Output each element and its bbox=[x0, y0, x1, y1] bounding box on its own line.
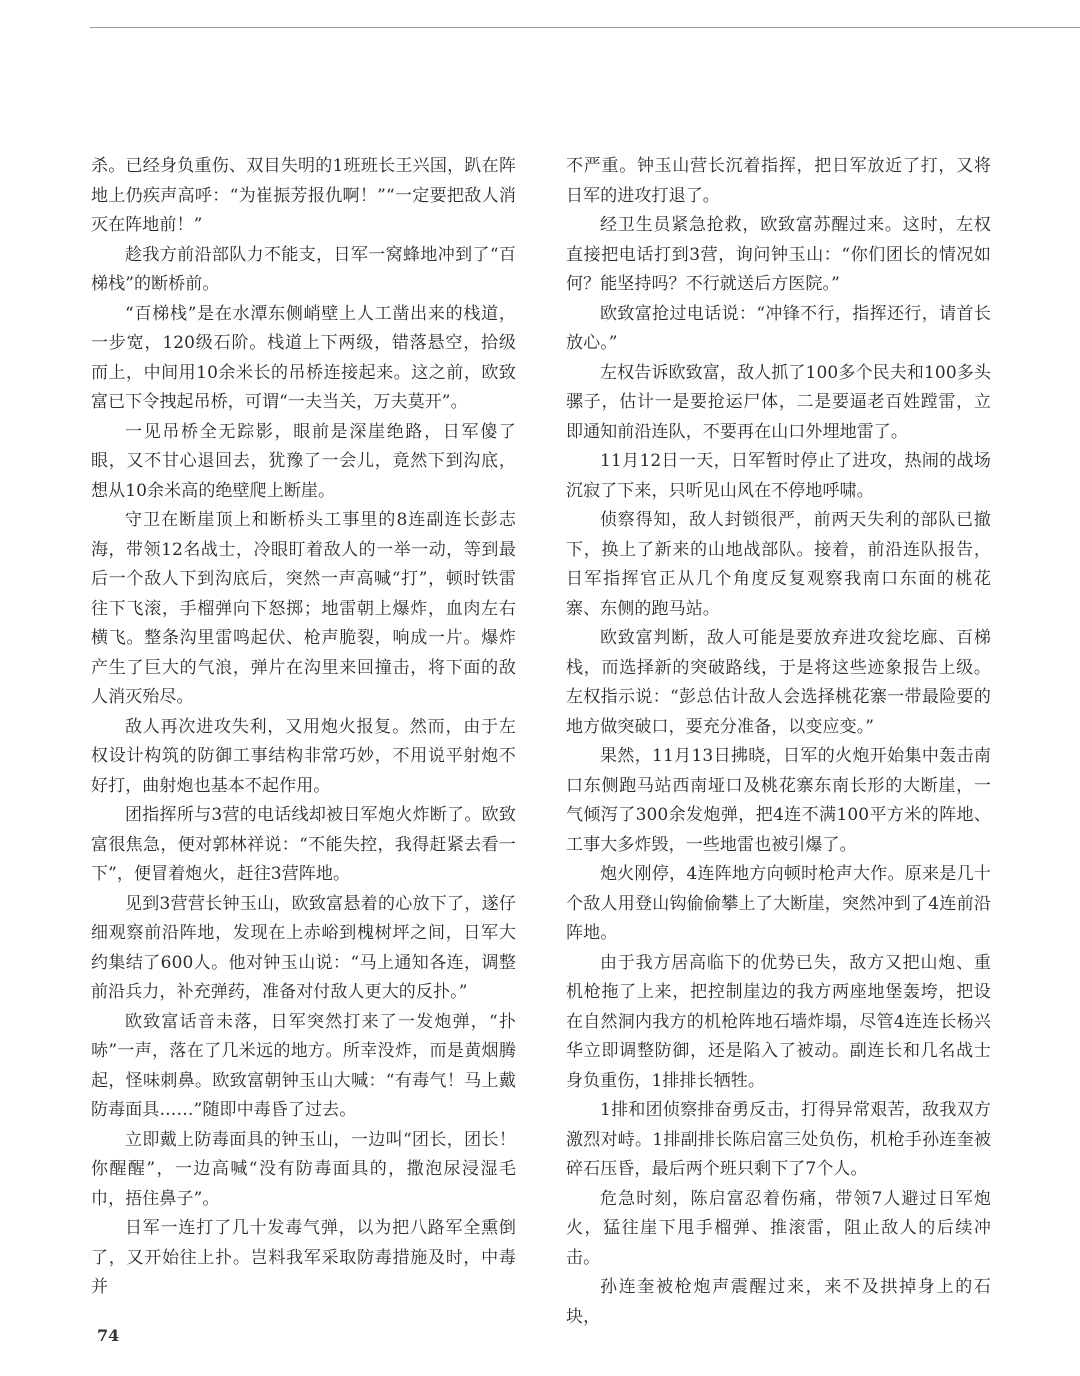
left-column bbox=[91, 152, 516, 1303]
paragraph: 经卫生员紧急抢救，欧致富苏醒过来。这时，左权直接把电话打到3营，询问钟玉山：“你们团长的情况如何？能坚持吗？不行就送后方医院。” bbox=[566, 215, 991, 294]
header-rule bbox=[90, 27, 1080, 28]
paragraph: 孙连奎被枪炮声震醒过来，来不及拱掉身上的石块， bbox=[566, 1277, 991, 1327]
paragraph: 1排和团侦察排奋勇反击，打得异常艰苦，敌我双方激烈对峙。1排副排长陈启富三处负伤，机枪手孙连奎被碎石压昏，最后两个班只剩下了7个人。 bbox=[566, 1100, 991, 1179]
paragraph: 果然，11月13日拂晓，日军的火炮开始集中轰击南口东侧跑马站西南垭口及桃花寨东南长形的大断崖，一气倾泻了300余发炮弹，把4连不满100平方米的阵地、工事大多炸毁，一些地雷也被引爆了。 bbox=[566, 746, 991, 855]
paragraph: 敌人再次进攻失利，又用炮火报复。然而，由于左权设计构筑的防御工事结构非常巧妙，不用说平射炮不好打，曲射炮也基本不起作用。 bbox=[91, 716, 516, 796]
paragraph: 炮火刚停，4连阵地方向顿时枪声大作。原来是几十个敌人用登山钩偷偷攀上了大断崖，突然冲到了4连前沿阵地。 bbox=[566, 864, 991, 943]
paragraph: 趁我方前沿部队力不能支，日军一窝蜂地冲到了“百梯栈”的断桥前。 bbox=[91, 244, 516, 294]
paragraph: 立即戴上防毒面具的钟玉山，一边叫“团长，团长！你醒醒”，一边高喊“没有防毒面具的，撒泡尿浸湿毛巾，捂住鼻子”。 bbox=[91, 1129, 516, 1209]
paragraph: 左权告诉欧致富，敌人抓了100多个民夫和100多头骡子，估计一是要抢运尸体，二是要逼老百姓蹚雷，立即通知前沿连队，不要再在山口外埋地雷了。 bbox=[566, 362, 991, 442]
paragraph: 欧致富话音未落，日军突然打来了一发炮弹，“扑哧”一声，落在了几米远的地方。所幸没炸，而是黄烟腾起，怪味刺鼻。欧致富朝钟玉山大喊：“有毒气！马上戴防毒面具……”随即中毒昏了过去。 bbox=[91, 1011, 516, 1120]
paragraph: 日军一连打了几十发毒气弹，以为把八路军全熏倒了，又开始往上扑。岂料我军采取防毒措施及时，中毒并 bbox=[91, 1218, 516, 1297]
paragraph: 团指挥所与3营的电话线却被日军炮火炸断了。欧致富很焦急，便对郭林祥说：“不能失控，我得赶紧去看一下”，便冒着炮火，赶往3营阵地。 bbox=[91, 805, 516, 884]
right-column bbox=[566, 152, 991, 1332]
paragraph: 由于我方居高临下的优势已失，敌方又把山炮、重机枪拖了上来，把控制崖边的我方两座地堡轰垮，把设在自然洞内我方的机枪阵地石墙炸塌，尽管4连连长杨兴华立即调整防御，还是陷入了被动。副连长和几名战士身负重伤，1排排长牺牲。 bbox=[566, 952, 991, 1091]
paragraph: 不严重。钟玉山营长沉着指挥，把日军放近了打，又将日军的进攻打退了。 bbox=[566, 156, 991, 206]
paragraph: 杀。已经身负重伤、双目失明的1班班长王兴国，趴在阵地上仍疾声高呼：“为崔振芳报仇啊！”“一定要把敌人消灭在阵地前！” bbox=[91, 156, 516, 235]
paragraph: 守卫在断崖顶上和断桥头工事里的8连副连长彭志海，带领12名战士，冷眼盯着敌人的一举一动，等到最后一个敌人下到沟底后，突然一声高喊“打”，顿时铁雷往下飞滚，手榴弹向下怒掷；地雷朝上爆炸，血肉左右横飞。整条沟里雷鸣起伏、枪声脆裂，响成一片。爆炸产生了巨大的气浪，弹片在沟里来回撞击，将下面的敌人消灭殆尽。 bbox=[91, 510, 516, 707]
paragraph: 11月12日一天，日军暂时停止了进攻，热闹的战场沉寂了下来，只听见山风在不停地呼啸。 bbox=[566, 451, 991, 501]
paragraph: 见到3营营长钟玉山，欧致富悬着的心放下了，遂仔细观察前沿阵地，发现在上赤峪到槐树坪之间，日军大约集结了600人。他对钟玉山说：“马上通知各连，调整前沿兵力，补充弹药，准备对付敌人更大的反扑。” bbox=[91, 893, 516, 1002]
paragraph: 欧致富抢过电话说：“冲锋不行，指挥还行，请首长放心。” bbox=[566, 303, 991, 353]
paragraph: “百梯栈”是在水潭东侧峭壁上人工凿出来的栈道，一步宽，120级石阶。栈道上下两级，错落悬空，拾级而上，中间用10余米长的吊桥连接起来。这之前，欧致富已下令拽起吊桥，可谓“一夫当关，万夫莫开”。 bbox=[91, 303, 516, 412]
paragraph: 欧致富判断，敌人可能是要放弃进攻瓮圪廊、百梯栈，而选择新的突破路线，于是将这些迹象报告上级。左权指示说：“彭总估计敌人会选择桃花寨一带最险要的地方做突破口，要充分准备，以变应变。” bbox=[566, 628, 991, 737]
paragraph: 侦察得知，敌人封锁很严，前两天失利的部队已撤下，换上了新来的山地战部队。接着，前沿连队报告，日军指挥官正从几个角度反复观察我南口东面的桃花寨、东侧的跑马站。 bbox=[566, 510, 991, 619]
paragraph: 危急时刻，陈启富忍着伤痛，带领7人避过日军炮火，猛往崖下甩手榴弹、推滚雷，阻止敌人的后续冲击。 bbox=[566, 1188, 991, 1268]
paragraph: 一见吊桥全无踪影，眼前是深崖绝路，日军傻了眼，又不甘心退回去，犹豫了一会儿，竟然下到沟底，想从10余米高的绝壁爬上断崖。 bbox=[91, 421, 516, 501]
page-number: 74 bbox=[97, 1326, 120, 1345]
